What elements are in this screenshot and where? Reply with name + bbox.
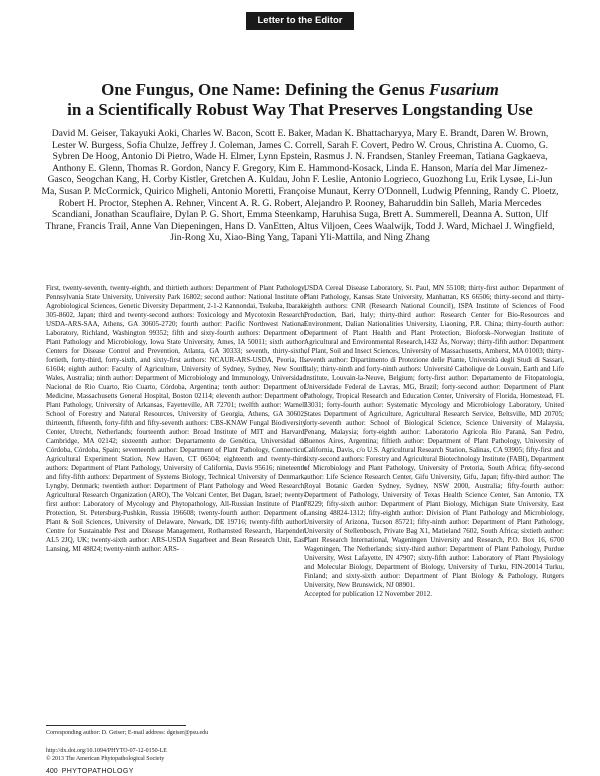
- article-type-badge: Letter to the Editor: [246, 12, 354, 30]
- page-footer: [46, 768, 134, 776]
- page-number: 400: [46, 768, 58, 775]
- accepted-date: Accepted for publication 12 November 2012.: [304, 590, 432, 598]
- corresponding-author: Corresponding author: D. Geiser; E-mail address: dgeiser@psu.edu: [46, 730, 209, 736]
- title-line-1: One Fungus, One Name: Defining the Genus Fusarium: [101, 80, 499, 99]
- affiliations-text-left: First, twenty-seventh, twenty-eighth, and thirtieth authors: Department of Plant Pathology, Pennsylvania State University, University Park 16802; second author: National Institute of Agrobiological Sciences, Genetic Diversity Department, 2-1-2 Kannondai, Tsukuba, Ibaraki 305-8602, Japan; third and twenty-second authors: Toxicology and Mycotoxin Research, USDA-ARS-SAA, Athens, GA 30605-2720; fourth author: Pacific Northwest National Laboratory, Richland, Washington 99352; fifth and sixty-fourth authors: Department of Plant Pathology and Microbiology, Iowa State University, Ames, IA 50011; sixth author: Centers for Disease Control and Prevention, Atlanta, GA 30333; seventh, thirty-sixth, fortieth, forty-third, forty-sixth, and sixty-first authors: NCAUR-ARS-USDA, Peoria, IL 61604; eighth author: Faculty of Agriculture, University of Sydney, Sydney, New South Wales, Australia; ninth author: Department of Microbiology and Immunology, Universidad Nacional de Rio Cuarto, Rio Cuarto, Córdoba, Argentina; tenth author: Department of Medicine, Massachusetts General Hospital, Boston 02114; eleventh author: Department of Plant Pathology, University of Arkansas, Fayetteville, AR 72701; twelfth author: Warnell School of Forestry and Natural Resources, University of Georgia, Athens, GA 30602; thirteenth, fifteenth, forty-fifth and fifty-seventh authors: CBS-KNAW Fungal Biodiversity Center, Utrecht, Netherlands; fourteenth author: Broad Institute of MIT and Harvard, Cambridge, MA 02142; sixteenth author: Departamento de Genética, Universidad de Córdoba, Córdoba, Spain; seventeenth author: Department of Plant Pathology, Connecticut Agricultural Experiment Station, New Haven, CT 06504; eighteenth and twenty-third authors: Department of Plant Pathology, University of California, Davis 95616; nineteenth and fifty-fifth authors: Department of Systems Biology, Technical University of Denmark, Lyngby, Denmark; twentieth author: Department of Plant Pathology and Weed Research, Agricultural Research Organization (ARO), The Volcani Center, Bet Dagan, Israel; twenty-first author: Laboratory of Mycology and Phytopathology, All-Russian Institute of Plant Protection, St. Petersburg-Pushkin, Russia 196608; twenty-fourth author: Department of Plant & Soil Sciences, University of Delaware, Newark, DE 19716; twenty-fifth author: Centre for Sustainable Pest and Disease Management, Rothamsted Research, Harpenden AL5 2JQ, UK; twenty-sixth author: ARS-USDA Sugarbeet and Bean Research Unit, East Lansing, MI 48824; twenty-ninth author: ARS-: [46, 284, 306, 553]
- article-title: [20, 80, 580, 120]
- author-list: David M. Geiser, Takayuki Aoki, Charles W. Bacon, Scott E. Baker, Madan K. Bhattacharyya, Mary E. Brandt, Daren W. Brown, Lester W. Burgess, Sofia Chulze, Jeffrey J. Coleman, James C. Correll, Sarah F. Covert, Pedro W. Crous, Christina A. Cuomo, G. Sybren De Hoog, Antonio Di Pietro, Wade H. Elmer, Lynn Epstein, Rasmus J. N. Frandsen, Stanley Freeman, Tatiana Gagkaeva, Anthony E. Glenn, Thomas R. Gordon, Nancy F. Gregory, Kim E. Hammond-Kosack, Linda E. Hanson, María del Mar Jímenez-Gasco, Seogchan Kang, H. Corby Kistler, Gretchen A. Kuldau, John F. Leslie, Antonio Logrieco, Guozhong Lu, Erik Lysøe, Li-Jun Ma, Susan P. McCormick, Quirico Migheli, Antonio Moretti, Françoise Munaut, Kerry O'Donnell, Ludwig Pfenning, Randy C. Ploetz, Robert H. Proctor, Stephen A. Rehner, Vincent A. R. G. Robert, Alejandro P. Rooney, Baharuddin bin Salleh, Maria Mercedes Scandiani, Jonathan Scauflaire, Dylan P. G. Short, Emma Steenkamp, Haruhisa Suga, Brett A. Summerell, Deanna A. Sutton, Ulf Thrane, Francis Trail, Anne Van Diepeningen, Hans D. VanEtten, Altus Viljoen, Cees Waalwijk, Todd J. Ward, Michael J. Wingfield, Jin-Rong Xu, Xiao-Bing Yang, Tapani Yli-Mattila, and Ning Zhang: [41, 128, 559, 244]
- doi-block: [46, 747, 167, 763]
- title-line-2: in a Scientifically Robust Way That Preserves Longstanding Use: [67, 100, 533, 119]
- affiliations-text-right: USDA Cereal Disease Laboratory, St. Paul, MN 55108; thirty-first author: Department of Plant Pathology, Kansas State University, Manhattan, KS 66506; thirty-second and thirty-eighth authors: CNR (Research National Council), ISPA Institute of Sciences of Food Production, Bari, Italy; thirty-third author: Research Center for Bio-Resources and Environment, Dalian Nationalities University, Liaoning, P.R. China; thirty-fourth author: Department of Plant Health and Plant Protection, Bioforsk–Norwegian Institute of Agricultural and Environmental Research,1432 Ås, Norway; thirty-fifth author: Department of Plant, Soil and Insect Sciences, University of Massachusetts, Amherst, MA 01003; thirty-seventh author: Dipartimento di Protezione delle Piante, Università degli Studi di Sassari, Italy; thirty-ninth and forty-ninth authors: Université Catholique de Louvain, Earth and Life Institute, Louvain-la-Neuve, Belgium; forty-first author: Departamento de Fitopatologia, Universidade Federal de Lavras, MG, Brazil; forty-second author: Department of Plant Pathology, Tropical Research and Education Center, University of Florida, Homestead, FL 33031; forty-fourth author: Systematic Mycology and Microbiology Laboratory, United States Department of Agriculture, Agricultural Research Service, Beltsville, MD 20705; forty-seventh author: School of Biological Science, Science University of Malaysia, Penang, Malaysia; forty-eighth author: Laboratorio Agrícola Río Paraná, San Pedro, Buenos Aires, Argentina; fiftieth author: Department of Plant Pathology, University of California, Davis, c/o U.S. Agricultural Research Station, Salinas, CA 93905; fifty-first and sixty-second authors: Forestry and Agricultural Biotechnology Institute (FABI), Department of Microbiology and Plant Pathology, University of Pretoria, South Africa; fifty-second author: Life Science Research Center, Gifu University, Gifu, Japan; fifty-third author: The Royal Botanic Garden Sydney, Sydney, NSW 2000, Australia; fifty-fourth author: Department of Pathology, University of Texas Health Science Center, San Antonio, TX 78229; fifty-sixth author: Department of Plant Biology, Michigan State University, East Lansing 48824-1312; fifty-eighth author: Division of Plant Pathology and Microbiology, University of Arizona, Tucson 85721; fifty-ninth author: Department of Plant Pathology, University of Stellenbosch, Private Bag X1, Matieland 7602, South Africa; sixtieth author: Plant Research International, Wageningen University and Research, P.O. Box 16, 6700 Wageningen, The Netherlands; sixty-third author: Department of Plant Pathology, Purdue University, West Lafayette, IN 47907; sixty-fifth author: Laboratory of Plant Physiology and Molecular Biology, Department of Biology, University of Turku, FIN-20014 Turku, Finland; and sixty-sixth author: Department of Plant Biology & Pathology, Rutgers University, New Brunswick, NJ 08901.: [304, 284, 564, 589]
- affiliations-column-right: [304, 284, 564, 599]
- footnote-divider: [46, 725, 186, 726]
- doi-link[interactable]: http://dx.doi.org/10.1094/PHYTO-07-12-0150-LE: [46, 748, 167, 754]
- affiliations-column-left: [46, 284, 306, 554]
- copyright-notice: © 2013 The American Phytopathological Society: [46, 756, 165, 762]
- journal-name: PHYTOPATHOLOGY: [61, 768, 134, 775]
